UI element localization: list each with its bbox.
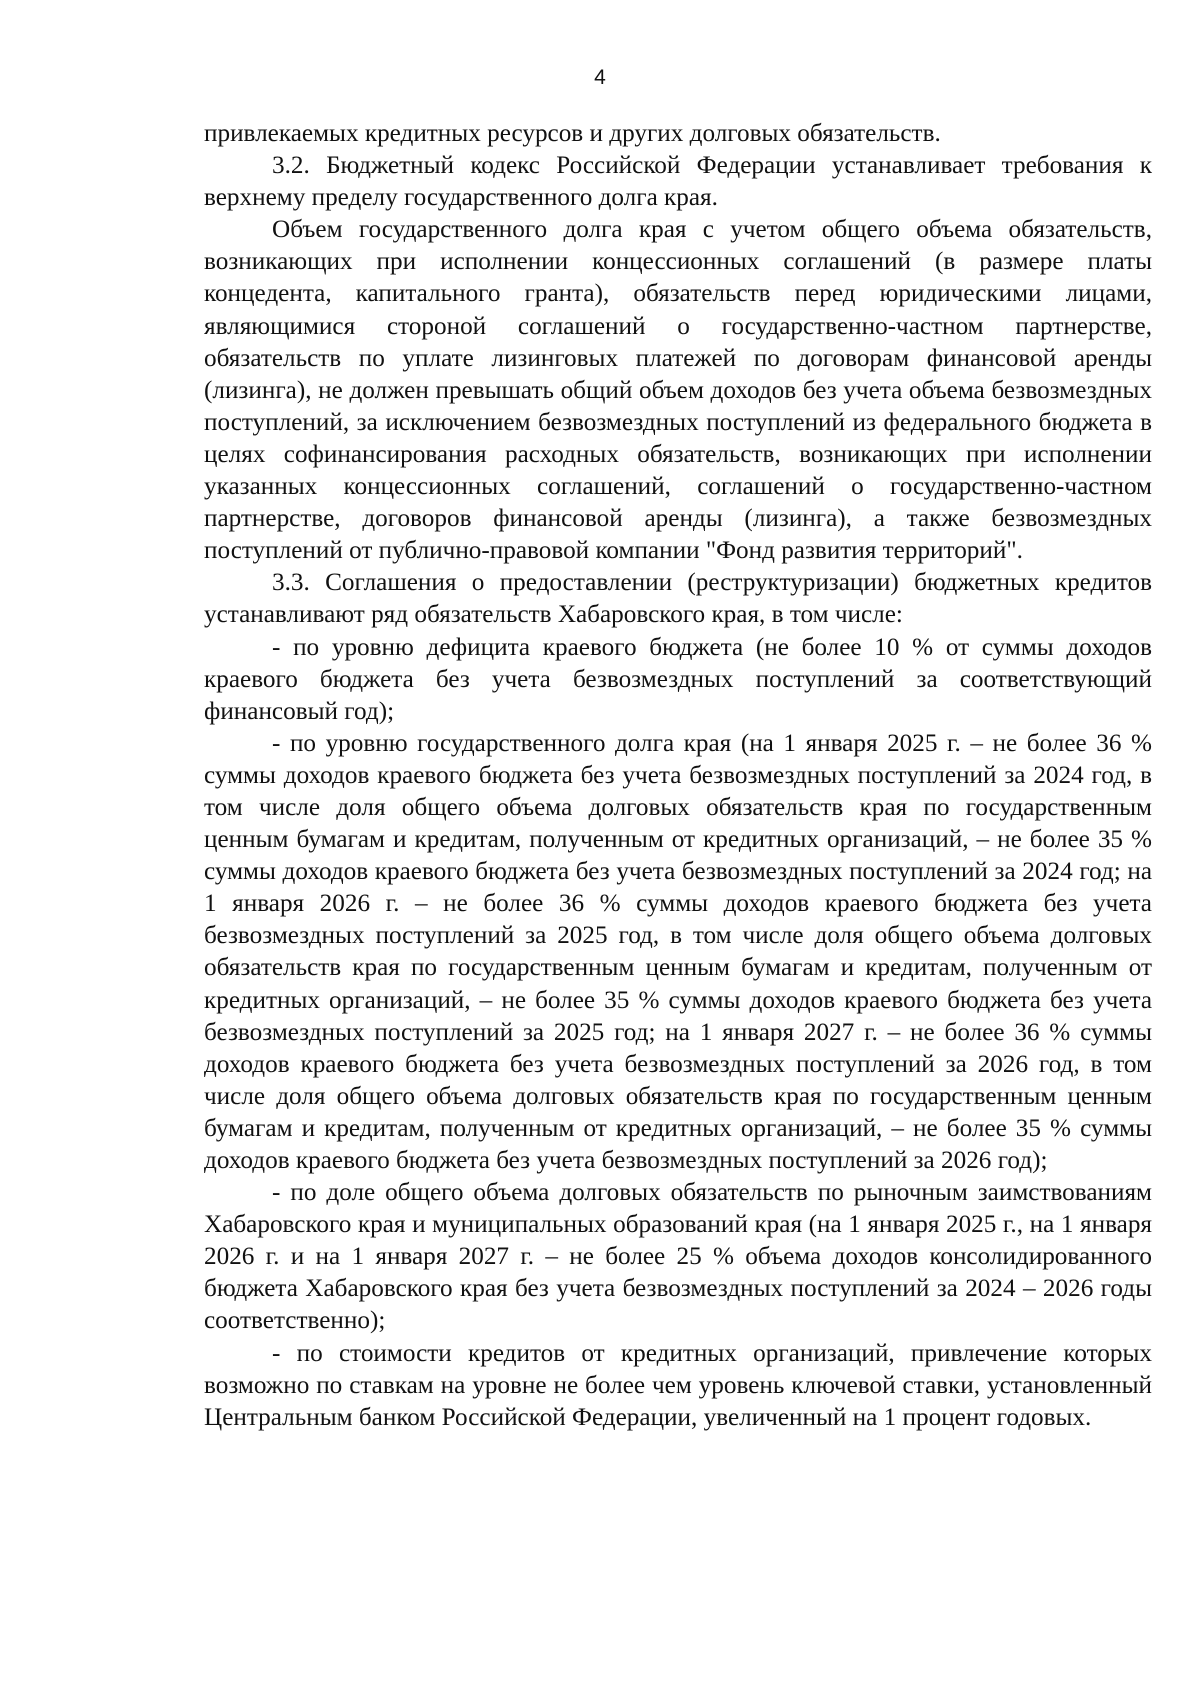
list-item-debt-level: - по уровню государственного долга края (на 1 января 2025 г. – не более 36 % суммы доходов краевого бюджета без учета безвозмездных поступлений за 2024 год, в том числе доля общего объема долговых обязательств края по государственным ценным бумагам и кредитам, полученным от кредитных организаций, – не более 35 % суммы доходов краевого бюджета без учета безвозмездных поступлений за 2024 год; на 1 января 2026 г. – не более 36 % суммы доходов краевого бюджета без учета безвозмездных поступлений за 2025 год, в том числе доля общего объема долговых обязательств края по государственным ценным бумагам и кредитам, полученным от кредитных организаций, – не более 35 % суммы доходов краевого бюджета без учета безвозмездных поступлений за 2025 год; на 1 января 2027 г. – не более 36 % суммы доходов краевого бюджета без учета безвозмездных поступлений за 2026 год, в том числе доля общего объема долговых обязательств края по государственным ценным бумагам и кредитам, полученным от кредитных организаций, – не более 35 % суммы доходов краевого бюджета без учета безвозмездных поступлений за 2026 год);: [204, 729, 1152, 1174]
paragraph-section-3-3: 3.3. Соглашения о предоставлении (реструктуризации) бюджетных кредитов устанавливают ряд обязательств Хабаровского края, в том числе:: [204, 569, 1152, 629]
paragraph-continuation: привлекаемых кредитных ресурсов и других долговых обязательств.: [204, 120, 941, 147]
paragraph-section-3-2: 3.2. Бюджетный кодекс Российской Федерации устанавливает требования к верхнему пределу государственного долга края.: [204, 152, 1152, 212]
page-number: 4: [594, 66, 606, 89]
paragraph-debt-volume: Объем государственного долга края с учетом общего объема обязательств, возникающих при исполнении концессионных соглашений (в размере платы концедента, капитального гранта), обязательств перед юридическими лицами, являющимися стороной соглашений о государственно-частном партнерстве, обязательств по уплате лизинговых платежей по договорам финансовой аренды (лизинга), не должен превышать общий объем доходов без учета объема безвозмездных поступлений, за исключением безвозмездных поступлений из федерального бюджета в целях софинансирования расходных обязательств, возникающих при исполнении указанных концессионных соглашений, соглашений о государственно-частном партнерстве, договоров финансовой аренды (лизинга), а также безвозмездных поступлений от публично-правовой компании "Фонд развития территорий".: [204, 216, 1152, 565]
list-item-market-borrowings: - по доле общего объема долговых обязательств по рыночным заимствованиям Хабаровского края и муниципальных образований края (на 1 января 2025 г., на 1 января 2026 г. и на 1 января 2027 г. – не более 25 % объема доходов консолидированного бюджета Хабаровского края без учета безвозмездных поступлений за 2024 – 2026 годы соответственно);: [204, 1179, 1152, 1335]
document-body: [204, 118, 1152, 1434]
list-item-deficit-level: - по уровню дефицита краевого бюджета (не более 10 % от суммы доходов краевого бюджета без учета безвозмездных поступлений за соответствующий финансовый год);: [204, 633, 1152, 725]
list-item-credit-cost: - по стоимости кредитов от кредитных организаций, привлечение которых возможно по ставкам на уровне не более чем уровень ключевой ставки, установленный Центральным банком Российской Федерации, увеличенный на 1 процент годовых.: [204, 1339, 1152, 1431]
